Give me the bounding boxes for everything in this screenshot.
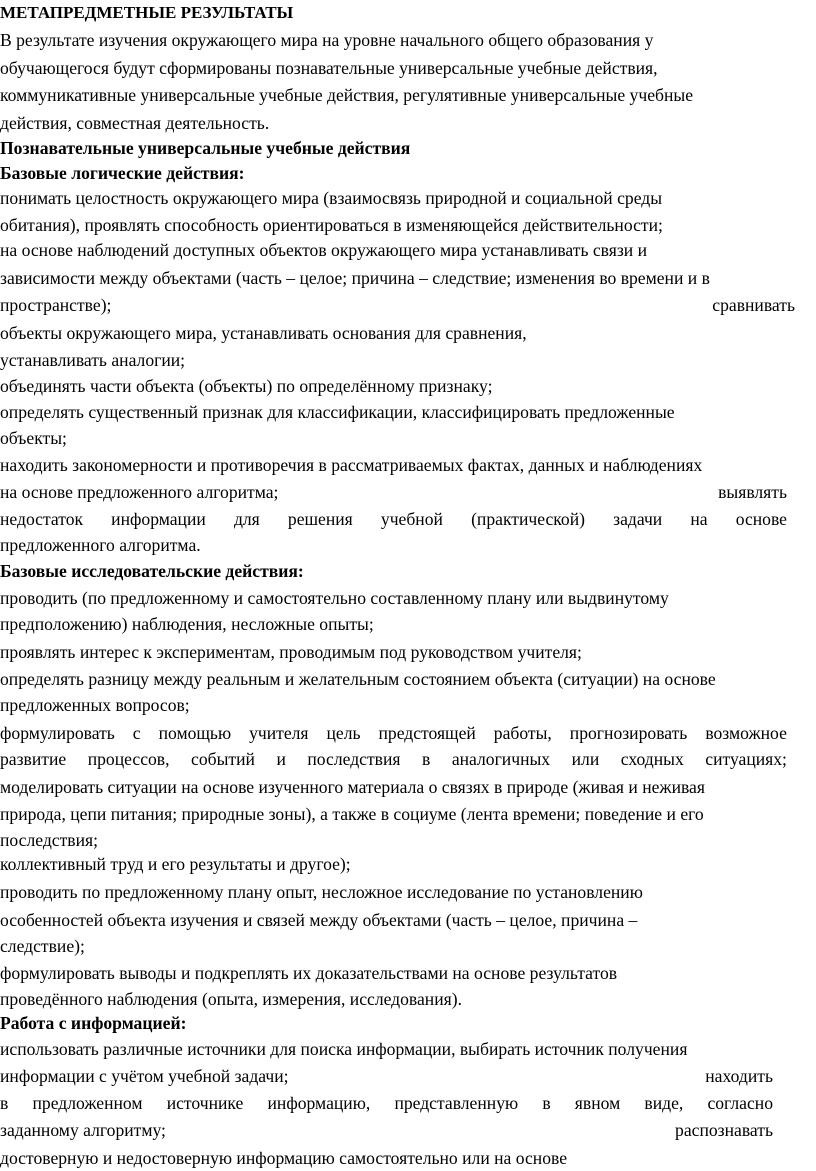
word: распознавать xyxy=(675,1120,773,1140)
word: на основе предложенного алгоритма; xyxy=(0,482,279,502)
text-line: объединять части объекта (объекты) по определённому признаку; xyxy=(0,376,493,396)
text-line: определять разницу между реальным и желательным состоянием объекта (ситуации) на основе xyxy=(0,669,716,689)
word: заданному алгоритму; xyxy=(0,1120,166,1140)
text-line: природа, цепи питания; природные зоны), а также в социуме (лента времени; поведение и его xyxy=(0,804,704,824)
text-line: особенностей объекта изучения и связей между объектами (часть – целое, причина – xyxy=(0,910,638,930)
word: или xyxy=(571,749,600,769)
word: формулировать xyxy=(0,723,115,743)
text-line: В результате изучения окружающего мира на уровне начального общего образования у xyxy=(0,30,654,50)
word: недостаток xyxy=(0,509,84,529)
justified-text-line xyxy=(0,1063,773,1089)
text-line: обитания), проявлять способность ориентироваться в изменяющейся действительности; xyxy=(0,215,663,235)
text-line: коммуникативные универсальные учебные действия, регулятивные универсальные учебные xyxy=(0,85,694,105)
text-line: устанавливать аналогии; xyxy=(0,350,186,370)
text-line: использовать различные источники для поиска информации, выбирать источник получения xyxy=(0,1039,688,1059)
justified-text-line xyxy=(0,746,787,772)
text-line: зависимости между объектами (часть – целое; причина – следствие; изменения во времени и в xyxy=(0,268,710,288)
word: источнике xyxy=(166,1093,244,1113)
section-heading: Познавательные универсальные учебные действия xyxy=(0,138,411,158)
word: информацию, xyxy=(267,1093,371,1113)
text-line: проводить (по предложенному и самостоятельно составленному плану или выдвинутому xyxy=(0,588,669,608)
word: последствия xyxy=(307,749,401,769)
text-line: проводить по предложенному плану опыт, несложное исследование по установлению xyxy=(0,882,643,902)
justified-text-line xyxy=(0,479,787,505)
text-line: проведённого наблюдения (опыта, измерения, исследования). xyxy=(0,989,462,1009)
word: аналогичных xyxy=(451,749,551,769)
word: пространстве); xyxy=(0,295,112,315)
text-line: находить закономерности и противоречия в рассматриваемых фактах, данных и наблюдениях xyxy=(0,455,703,475)
text-line: последствия; xyxy=(0,830,98,850)
text-line: понимать целостность окружающего мира (взаимосвязь природной и социальной среды xyxy=(0,188,663,208)
word: на xyxy=(690,509,708,529)
page-title: МЕТАПРЕДМЕТНЫЕ РЕЗУЛЬТАТЫ xyxy=(0,3,294,22)
word: с xyxy=(132,723,141,743)
text-line: действия, совместная деятельность. xyxy=(0,113,270,133)
word: цель xyxy=(326,723,361,743)
justified-text-line xyxy=(0,506,787,532)
word: виде, xyxy=(644,1093,684,1113)
text-line: объекты; xyxy=(0,428,67,448)
section-heading: Базовые логические действия: xyxy=(0,163,245,183)
text-line: на основе наблюдений доступных объектов окружающего мира устанавливать связи и xyxy=(0,240,648,260)
justified-text-line xyxy=(0,1117,773,1143)
word: задачи xyxy=(613,509,663,529)
word: учебной xyxy=(380,509,443,529)
word: сходных xyxy=(620,749,684,769)
word: и xyxy=(276,749,286,769)
word: в xyxy=(422,749,431,769)
word: в xyxy=(542,1093,551,1113)
word: основе xyxy=(735,509,787,529)
word: процессов, xyxy=(87,749,170,769)
word: прогнозировать xyxy=(569,723,688,743)
word: предложенном xyxy=(32,1093,143,1113)
word: согласно xyxy=(707,1093,773,1113)
justified-text-line xyxy=(0,720,787,746)
word: работы, xyxy=(493,723,552,743)
word: ситуациях; xyxy=(705,749,787,769)
word: развитие xyxy=(0,749,67,769)
word: в xyxy=(0,1093,9,1113)
text-line: предложенного алгоритма. xyxy=(0,535,201,555)
text-line: объекты окружающего мира, устанавливать основания для сравнения, xyxy=(0,323,527,343)
section-heading: Базовые исследовательские действия: xyxy=(0,561,304,581)
word: находить xyxy=(705,1066,773,1086)
justified-text-line xyxy=(0,292,795,318)
text-line: коллективный труд и его результаты и другое); xyxy=(0,854,351,874)
word: событий xyxy=(191,749,255,769)
text-line: обучающегося будут сформированы познавательные универсальные учебные действия, xyxy=(0,58,658,78)
word: учителя xyxy=(249,723,309,743)
text-line: предложенных вопросов; xyxy=(0,695,190,715)
text-line: предположению) наблюдения, несложные опыты; xyxy=(0,614,374,634)
word: информации xyxy=(111,509,206,529)
word: (практической) xyxy=(471,509,586,529)
text-line: формулировать выводы и подкреплять их доказательствами на основе результатов xyxy=(0,963,618,983)
word: сравнивать xyxy=(712,295,795,315)
word: возможное xyxy=(705,723,787,743)
word: помощью xyxy=(158,723,232,743)
word: решения xyxy=(287,509,353,529)
word: представленную xyxy=(394,1093,519,1113)
word: выявлять xyxy=(718,482,787,502)
text-line: следствие); xyxy=(0,936,85,956)
word: предстоящей xyxy=(378,723,476,743)
justified-text-line xyxy=(0,1090,773,1116)
word: информации с учётом учебной задачи; xyxy=(0,1066,289,1086)
text-line: достоверную и недостоверную информацию самостоятельно или на основе xyxy=(0,1148,568,1168)
word: для xyxy=(233,509,260,529)
section-heading: Работа с информацией: xyxy=(0,1013,187,1033)
text-line: определять существенный признак для классификации, классифицировать предложенные xyxy=(0,402,675,422)
text-line: проявлять интерес к экспериментам, проводимым под руководством учителя; xyxy=(0,642,582,662)
word: явном xyxy=(574,1093,621,1113)
text-line: моделировать ситуации на основе изученного материала о связях в природе (живая и неживая xyxy=(0,777,705,797)
